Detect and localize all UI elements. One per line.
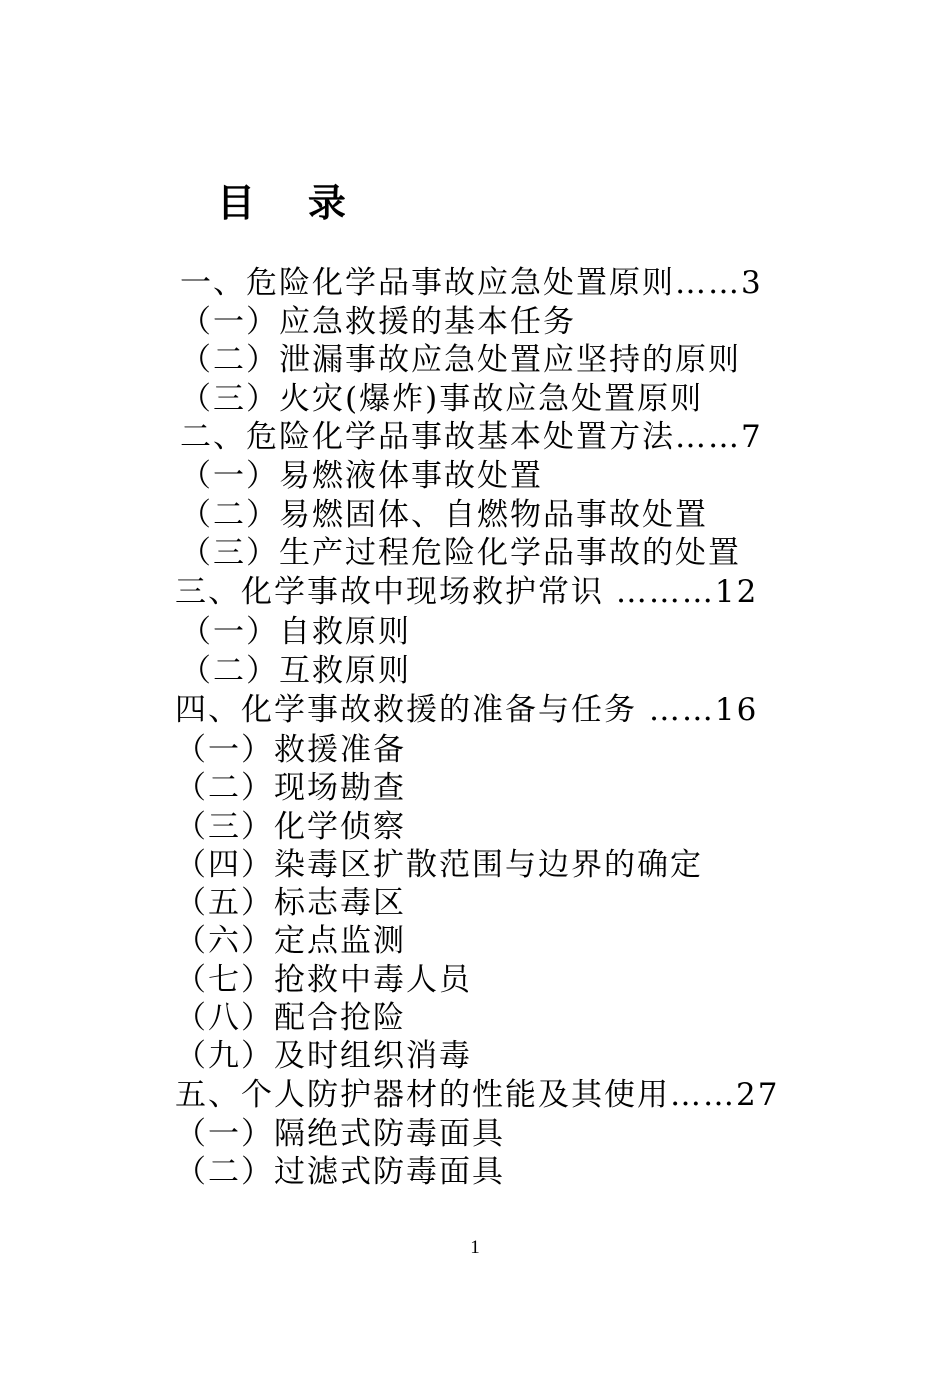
- toc-entry-1-1[interactable]: （一）应急救援的基本任务: [180, 304, 576, 340]
- toc-entry-1-3[interactable]: （三）火灾(爆炸)事故应急处置原则: [180, 381, 704, 417]
- toc-entry-4-7[interactable]: （七）抢救中毒人员: [175, 962, 472, 998]
- toc-entry-4-3[interactable]: （三）化学侦察: [175, 809, 406, 845]
- toc-entry-5-1[interactable]: （一）隔绝式防毒面具: [175, 1116, 505, 1152]
- toc-entry-1[interactable]: 一、危险化学品事故应急处置原则……3: [180, 265, 763, 301]
- toc-entry-5[interactable]: 五、个人防护器材的性能及其使用……27: [175, 1077, 780, 1113]
- toc-entry-3-1[interactable]: （一）自救原则: [180, 614, 411, 650]
- toc-entry-2-3[interactable]: （三）生产过程危险化学品事故的处置: [180, 535, 741, 571]
- toc-entry-4-1[interactable]: （一）救援准备: [175, 732, 406, 768]
- toc-entry-1-2[interactable]: （二）泄漏事故应急处置应坚持的原则: [180, 342, 741, 378]
- toc-entry-2-1[interactable]: （一）易燃液体事故处置: [180, 458, 543, 494]
- toc-entry-2[interactable]: 二、危险化学品事故基本处置方法……7: [180, 419, 763, 455]
- toc-entry-4-9[interactable]: （九）及时组织消毒: [175, 1038, 472, 1074]
- toc-entry-4-2[interactable]: （二）现场勘查: [175, 770, 406, 806]
- toc-entry-4-8[interactable]: （八）配合抢险: [175, 1000, 406, 1036]
- toc-entry-4-6[interactable]: （六）定点监测: [175, 923, 406, 959]
- toc-entry-4-4[interactable]: （四）染毒区扩散范围与边界的确定: [175, 847, 703, 883]
- toc-entry-4-5[interactable]: （五）标志毒区: [175, 885, 406, 921]
- toc-entry-3[interactable]: 三、化学事故中现场救护常识 ………12: [175, 574, 759, 610]
- toc-entry-3-2[interactable]: （二）互救原则: [180, 653, 411, 689]
- page-number: 1: [470, 1237, 480, 1258]
- toc-title: 目 录: [217, 180, 346, 225]
- toc-entry-2-2[interactable]: （二）易燃固体、自燃物品事故处置: [180, 497, 708, 533]
- toc-entry-4[interactable]: 四、化学事故救援的准备与任务 ……16: [175, 692, 759, 728]
- toc-entry-5-2[interactable]: （二）过滤式防毒面具: [175, 1154, 505, 1190]
